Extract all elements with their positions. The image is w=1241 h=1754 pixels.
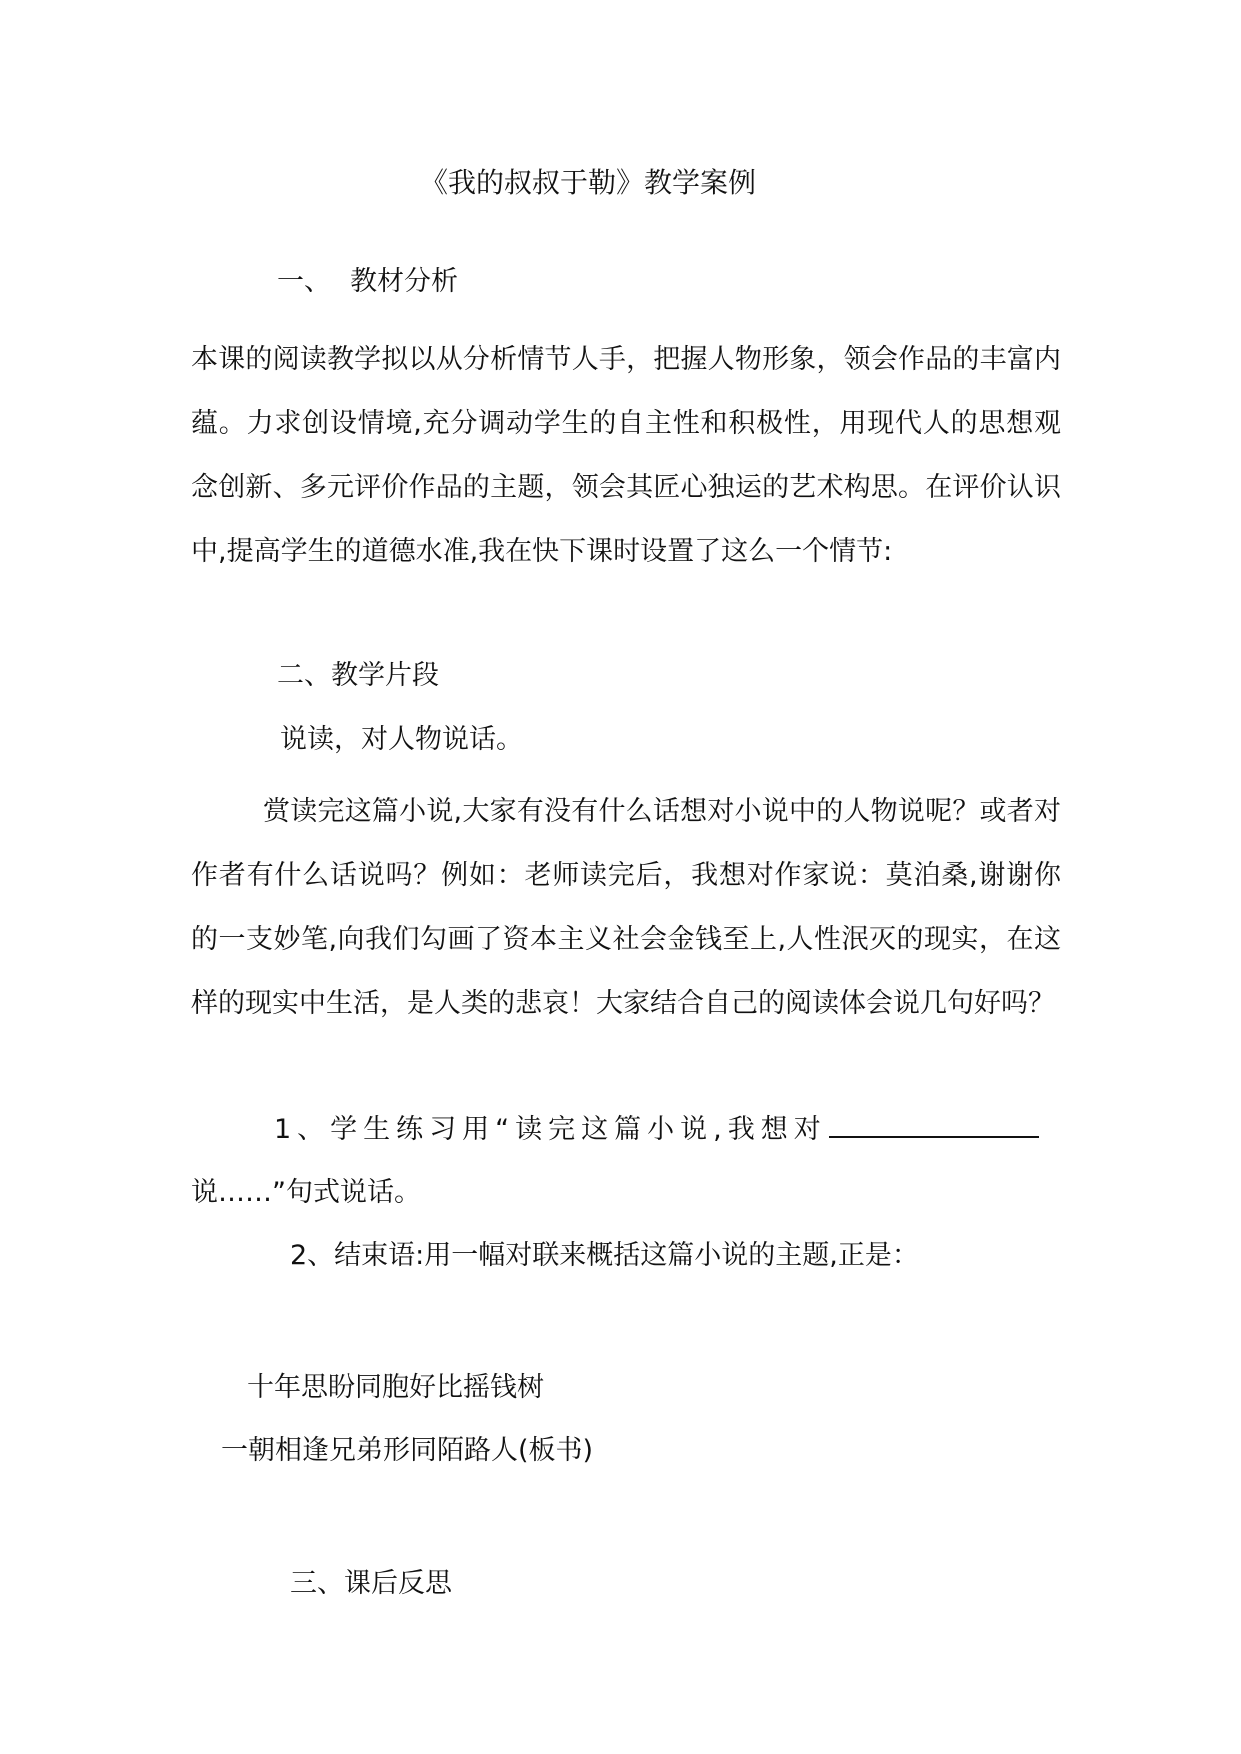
fill-in-blank	[829, 1114, 1039, 1138]
section-heading-2: 二、教学片段	[277, 660, 439, 691]
section-heading-1	[277, 266, 458, 298]
couplet-line-1: 十年思盼同胞好比摇钱树	[247, 1372, 544, 1403]
section2-paragraph: 赏读完这篇小说,大家有没有什么话想对小说中的人物说呢？或者对作者有什么话说吗？例如：老师读完后，我想对作家说：莫泊桑,谢谢你的一支妙笔,向我们勾画了资本主义社会金钱至上,人性泯灭的现实，在这样的现实中生活，是人类的悲哀！大家结合自己的阅读体会说几句好吗？	[191, 796, 1061, 1019]
document-title: 《我的叔叔于勒》教学案例	[420, 166, 757, 199]
section-heading-3: 三、课后反思	[290, 1568, 452, 1599]
item-1-line-2: 说……”句式说话。	[191, 1177, 421, 1208]
section1-paragraph: 本课的阅读教学拟以从分析情节人手，把握人物形象，领会作品的丰富内蕴。力求创设情境,充分调动学生的自主性和积极性，用现代人的思想观念创新、多元评价作品的主题，领会其匠心独运的艺术构思。在评价认识中,提高学生的道德水准,我在快下课时设置了这么一个情节:	[191, 344, 1061, 567]
item-2: 2、结束语:用一幅对联来概括这篇小说的主题,正是：	[290, 1240, 919, 1271]
section-number: 一、	[277, 266, 331, 297]
couplet-line-2: 一朝相逢兄弟形同陌路人(板书)	[221, 1435, 594, 1466]
section2-subheading: 说读，对人物说话。	[280, 724, 523, 755]
item-1-text: 1、学生练习用“读完这篇小说,我想对	[274, 1114, 827, 1145]
section-heading-text: 教材分析	[350, 266, 458, 297]
item-1-line-1	[274, 1114, 1039, 1146]
